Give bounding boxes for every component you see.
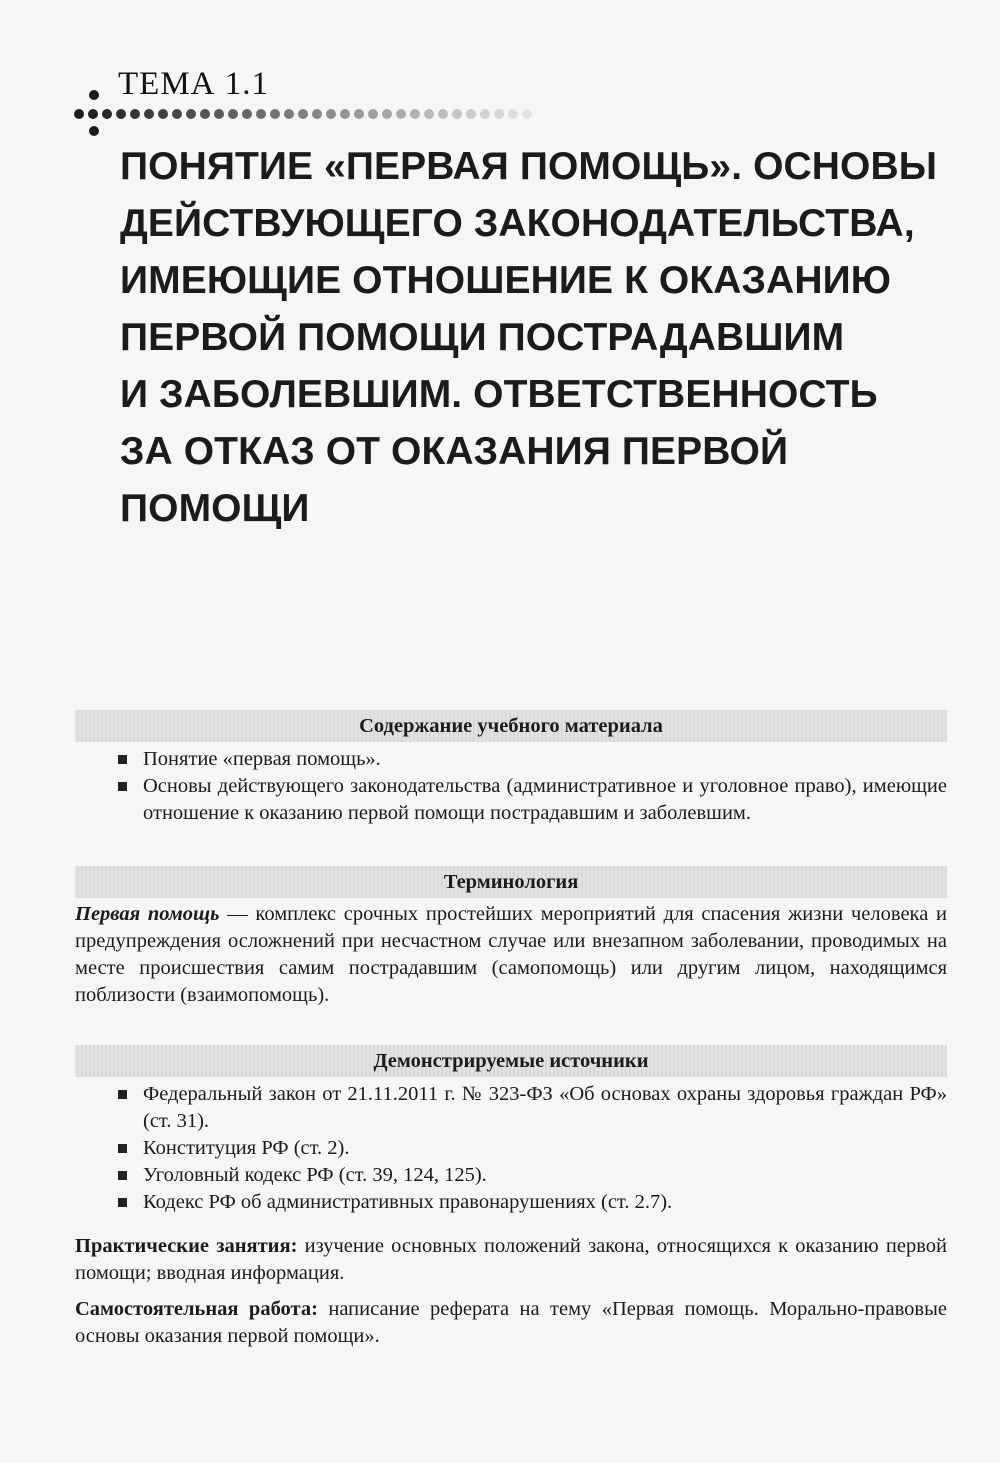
practice-text: изучение основных положений закона, относящихся к оказанию первой помощи; вводная информация. [75,1235,947,1284]
decorative-dot [522,109,532,119]
practice-section [75,1233,947,1287]
title-line: ДЕЙСТВУЮЩЕГО ЗАКОНОДАТЕЛЬСТВА, [120,202,915,245]
decorative-dot [382,109,392,119]
decorative-dot [396,109,406,119]
decorative-dot [424,109,434,119]
decorative-dots [74,108,534,120]
decorative-dot [102,109,112,119]
decorative-dot [340,109,350,119]
topic-title [120,138,950,537]
decorative-dot [466,109,476,119]
decorative-dot [312,109,322,119]
title-line: ИМЕЮЩИЕ ОТНОШЕНИЕ К ОКАЗАНИЮ [120,259,892,302]
selfwork-text: написание реферата на тему «Первая помощь. Морально-правовые основы оказания первой помощи». [75,1298,947,1347]
list-item: Кодекс РФ об административных правонарушениях (ст. 2.7). [143,1189,947,1216]
decorative-dot [354,109,364,119]
title-line: ПОМОЩИ [120,487,310,530]
decorative-dot [88,109,98,119]
term-name: Первая помощь [75,903,220,925]
selfwork-paragraph [75,1296,947,1350]
selfwork-section [75,1296,947,1350]
decorative-dot [74,109,84,119]
title-line: ПЕРВОЙ ПОМОЩИ ПОСТРАДАВШИМ [120,316,845,359]
topic-label: ТЕМА 1.1 [118,66,269,102]
decorative-dot [116,109,126,119]
list-item: Конституция РФ (ст. 2). [143,1135,947,1162]
sources-section [75,1045,947,1216]
decorative-dot [158,109,168,119]
list-item: Основы действующего законодательства (административное и уголовное право), имеющие отношение к оказанию первой помощи пострадавшим и заболевшим. [143,773,947,827]
term-definition: — комплекс срочных простейших мероприятий для спасения жизни человека и предупреждения осложнений при несчастном случае или внезапном заболевании, проводимых на месте происшествия самим пострадавшим (самопомощь) или другим лицом, находящимся поблизости (взаимопомощь). [75,903,947,1006]
decorative-dot [89,126,99,136]
practice-label: Практические занятия: [75,1235,298,1257]
decorative-dot [410,109,420,119]
sources-list [75,1081,947,1216]
decorative-dot [494,109,504,119]
sources-heading: Демонстрируемые источники [75,1045,947,1077]
selfwork-label: Самостоятельная работа: [75,1298,318,1320]
content-list [75,746,947,827]
decorative-dot [200,109,210,119]
decorative-dot [89,90,99,100]
list-item: Уголовный кодекс РФ (ст. 39, 124, 125). [143,1162,947,1189]
practice-paragraph [75,1233,947,1287]
decorative-dot [214,109,224,119]
decorative-dot [186,109,196,119]
decorative-dot [284,109,294,119]
decorative-dot [270,109,280,119]
decorative-dot [242,109,252,119]
decorative-dot [298,109,308,119]
decorative-dot [228,109,238,119]
decorative-dot [326,109,336,119]
decorative-dot [144,109,154,119]
terminology-section [75,866,947,1009]
decorative-dot [452,109,462,119]
decorative-dot [172,109,182,119]
decorative-dot [256,109,266,119]
content-section [75,710,947,827]
decorative-dot [508,109,518,119]
decorative-dot [130,109,140,119]
title-line: И ЗАБОЛЕВШИМ. ОТВЕТСТВЕННОСТЬ [120,373,878,416]
list-item: Федеральный закон от 21.11.2011 г. № 323-ФЗ «Об основах охраны здоровья граждан РФ» (ст. 31). [143,1081,947,1135]
title-line: ПОНЯТИЕ «ПЕРВАЯ ПОМОЩЬ». ОСНОВЫ [120,145,938,188]
list-item: Понятие «первая помощь». [143,746,947,773]
decorative-dot [438,109,448,119]
terminology-paragraph [75,901,947,1009]
decorative-dot [368,109,378,119]
title-line: ЗА ОТКАЗ ОТ ОКАЗАНИЯ ПЕРВОЙ [120,430,789,473]
terminology-heading: Терминология [75,866,947,898]
decorative-dot [480,109,490,119]
content-heading: Содержание учебного материала [75,710,947,742]
